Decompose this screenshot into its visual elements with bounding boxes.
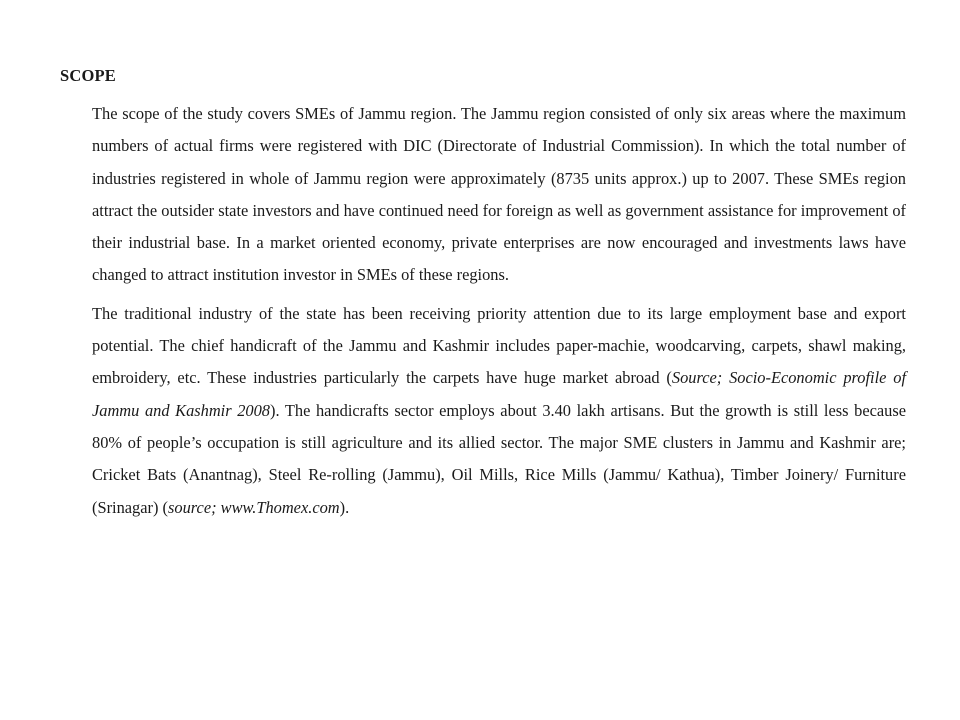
section-body <box>92 98 906 524</box>
paragraph-2-text-b: ). The handicrafts sector employs about 3.40 lakh artisans. But the growth is still less because 80% of people’s occupation is still agriculture and its allied sector. The major SME clusters in Jammu and Kashmir are; Cricket Bats (Anantnag), Steel Re-rolling (Jammu), Oil Mills, Rice Mills (Jammu/ Kathua), Timber Joinery/ Furniture (Srinagar) ( <box>92 400 906 517</box>
paragraph-2 <box>92 298 906 524</box>
citation-socio-economic-profile: Source; Socio-Economic profile of Jammu and Kashmir 2008 <box>92 368 906 420</box>
paragraph-1: The scope of the study covers SMEs of Jammu region. The Jammu region consisted of only six areas where the maximum numbers of actual firms were registered with DIC (Directorate of Industrial Commission). In which the total number of industries registered in whole of Jammu region were approximately (8735 units approx.) up to 2007. These SMEs region attract the outsider state investors and have continued need for foreign as well as government assistance for improvement of their industrial base. In a market oriented economy, private enterprises are now encouraged and investments laws have changed to attract institution investor in SMEs of these regions. <box>92 104 906 285</box>
paragraph-2-text-a: The traditional industry of the state has been receiving priority attention due to its large employment base and export potential. The chief handicraft of the Jammu and Kashmir includes paper-machie, woodcarving, carpets, shawl making, embroidery, etc. These industries particularly the carpets have huge market abroad ( <box>92 303 906 388</box>
citation-thomex: source; www.Thomex.com <box>168 497 340 517</box>
section-heading: SCOPE <box>60 66 117 85</box>
paragraph-2-text-c: ). <box>339 497 350 517</box>
